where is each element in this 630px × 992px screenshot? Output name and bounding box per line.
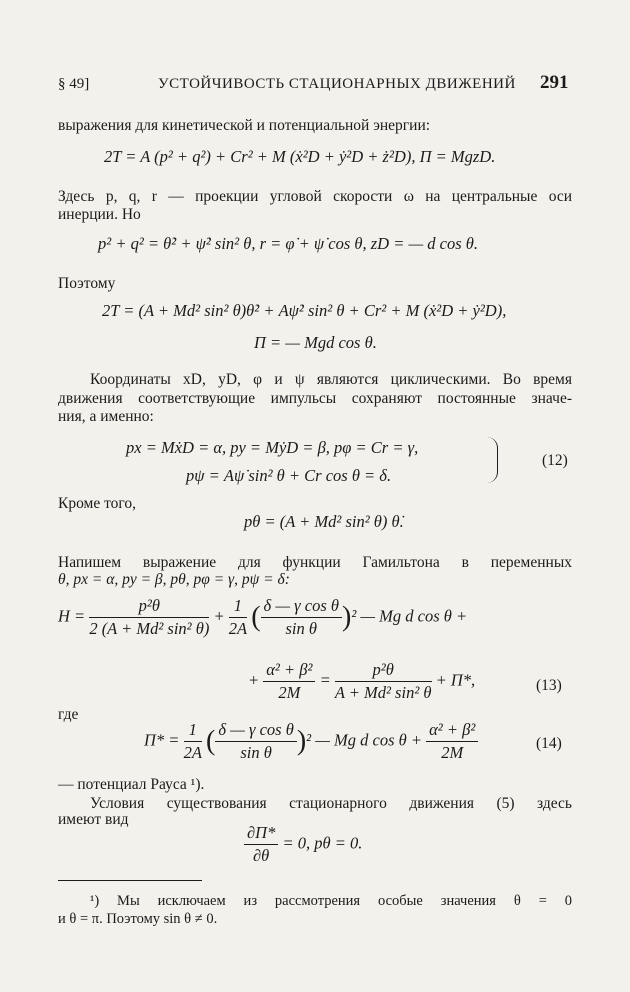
- equation-14-middle: ² — Mg d cos θ +: [306, 730, 422, 750]
- paragraph-8: — потенциал Рауса ¹).: [58, 776, 205, 793]
- paragraph-5: Кроме того,: [58, 495, 137, 512]
- plus-sign: +: [213, 606, 225, 626]
- equation-p-theta: pθ = (A + Md² sin² θ) θ̇.: [244, 512, 404, 531]
- fraction-numerator: δ — γ cos θ: [261, 596, 342, 618]
- equation-13-line-2-tail: + Π*,: [435, 670, 476, 690]
- fraction-numerator: p²θ: [335, 660, 432, 682]
- equation-13-line-2: [248, 660, 475, 703]
- left-parenthesis: (: [251, 601, 261, 633]
- plus-sign: +: [248, 670, 260, 690]
- fraction-kinetic-term: [89, 596, 209, 639]
- fraction-denominator: 2A: [228, 619, 248, 638]
- fraction-partial-derivative: [244, 823, 278, 866]
- paragraph-2-line-2: инерции. Но: [58, 206, 141, 223]
- hamiltonian-symbol: H =: [58, 606, 86, 626]
- fraction-alpha-beta: [426, 720, 478, 763]
- section-number: § 49]: [58, 76, 90, 92]
- fraction-denominator: 2M: [441, 743, 464, 762]
- fraction-denominator: 2A: [183, 743, 202, 762]
- footnote-line-2: и θ = π. Поэтому sin θ ≠ 0.: [58, 911, 218, 927]
- equation-12-line-2: pψ = Aψ̇ sin² θ + Cr cos θ = δ.: [186, 466, 392, 485]
- equals-sign: =: [319, 670, 331, 690]
- equation-12-line-1: px = MẋD = α, py = MẏD = β, pφ = Cr = γ,: [126, 438, 419, 457]
- paragraph-9-line-1: Условия существования стационарного движения (5) здесь: [90, 795, 572, 812]
- fraction-alpha-beta: [263, 660, 315, 703]
- fraction-denominator: sin θ: [285, 619, 317, 638]
- paragraph-7: где: [58, 706, 79, 723]
- equation-14: [144, 720, 478, 763]
- fraction-delta-gamma: [215, 720, 296, 763]
- equation-13-line-1: [58, 596, 467, 639]
- equation-stationary-condition: [244, 823, 362, 866]
- fraction-denominator: sin θ: [240, 743, 272, 762]
- fraction-numerator: p²θ: [89, 596, 209, 618]
- paragraph-4-line-2: движения соответствующие импульсы сохраняют постоянные значе-: [58, 390, 572, 407]
- equation-kinetic-energy: 2T = (A + Md² sin² θ)θ̇² + Aψ̇² sin² θ + Cr² + M (ẋ²D + ẏ²D),: [102, 301, 507, 320]
- right-parenthesis: ): [296, 725, 307, 757]
- fraction-denominator: 2M: [278, 683, 301, 702]
- equation-potential-energy: Π = — Mgd cos θ.: [254, 333, 377, 352]
- fraction-numerator: 1: [229, 596, 247, 618]
- footnote-line-1: ¹) Мы исключаем из рассмотрения особые значения θ = 0: [90, 893, 572, 909]
- fraction-denominator: A + Md² sin² θ: [334, 683, 432, 702]
- fraction-one-over-2A: [229, 596, 247, 639]
- paragraph-6-line-1: Напишем выражение для функции Гамильтона в переменных: [58, 554, 572, 571]
- right-parenthesis: ): [341, 601, 352, 633]
- paragraph-1: выражения для кинетической и потенциальной энергии:: [58, 117, 431, 134]
- running-title: УСТОЙЧИВОСТЬ СТАЦИОНАРНЫХ ДВИЖЕНИЙ: [158, 76, 516, 92]
- condition-rest: = 0, pθ = 0.: [282, 833, 363, 853]
- paragraph-2-line-1: Здесь p, q, r — проекции угловой скорости ω на центральные оси: [58, 188, 572, 205]
- equation-p-q: p² + q² = θ̇² + ψ̇² sin² θ, r = φ̇ + ψ̇ cos θ, zD = — d cos θ.: [98, 234, 479, 253]
- routh-potential-symbol: Π* =: [144, 730, 180, 750]
- equation-number-13: (13): [536, 677, 562, 694]
- footnote-rule: [58, 880, 202, 881]
- fraction-numerator: α² + β²: [263, 660, 315, 682]
- paragraph-3: Поэтому: [58, 275, 116, 292]
- fraction-denominator: ∂θ: [253, 846, 270, 865]
- fraction-delta-gamma: [261, 596, 342, 639]
- equation-number-12: (12): [542, 452, 568, 469]
- fraction-numerator: 1: [184, 720, 202, 742]
- left-parenthesis: (: [206, 725, 216, 757]
- fraction-denominator: 2 (A + Md² sin² θ): [89, 619, 210, 638]
- fraction-numerator: ∂Π*: [244, 823, 278, 845]
- fraction-numerator: α² + β²: [426, 720, 478, 742]
- fraction-one-over-2A: [184, 720, 202, 763]
- equation-energy: 2T = A (p² + q²) + Cr² + M (ẋ²D + ẏ²D + ż²D), Π = MgzD.: [104, 147, 496, 166]
- paragraph-9-line-2: имеют вид: [58, 811, 129, 828]
- paragraph-6-line-2: θ, px = α, py = β, pθ, pφ = γ, pψ = δ:: [58, 571, 290, 588]
- equation-13-line-1-tail: ² — Mg d cos θ +: [351, 606, 468, 626]
- paragraph-4-line-1: Координаты xD, yD, φ и ψ являются циклическими. Во время: [90, 371, 572, 388]
- fraction-p-theta: [335, 660, 432, 703]
- equation-12-brace: [487, 437, 498, 483]
- page-number: 291: [540, 72, 569, 93]
- equation-number-14: (14): [536, 735, 562, 752]
- fraction-numerator: δ — γ cos θ: [215, 720, 296, 742]
- paragraph-4-line-3: ния, а именно:: [58, 408, 154, 425]
